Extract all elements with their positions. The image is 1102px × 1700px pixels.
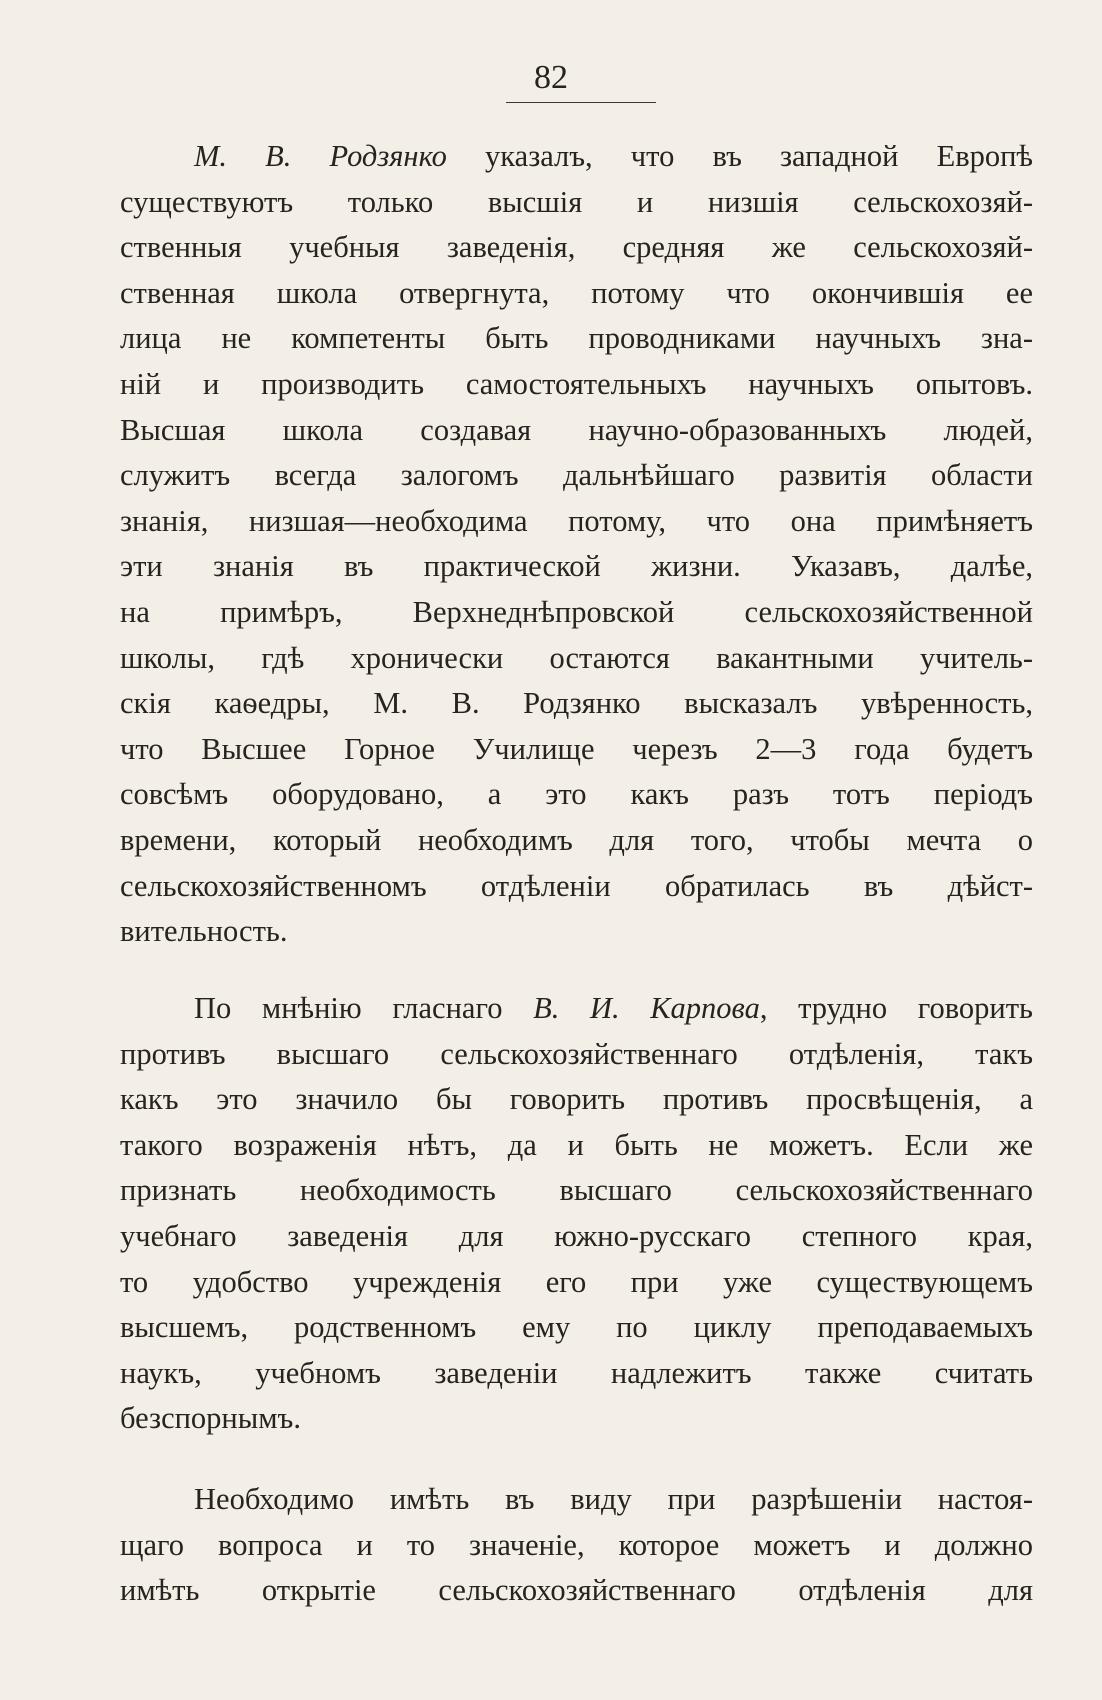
text-line: признать необходимость высшаго сельскохозяйственнаго [120, 1173, 1033, 1208]
text-line: совсѣмъ оборудовано, а это какъ разъ тотъ періодъ [120, 777, 1033, 812]
text-line: ственная школа отвергнута, потому что окончившія ее [120, 275, 1033, 310]
text-line: скія каѳедры, М. В. Родзянко высказалъ увѣренность, [120, 686, 1033, 721]
text-line: эти знанія въ практической жизни. Указавъ, далѣе, [120, 549, 1033, 584]
person-name: М. В. Родзянко [194, 139, 447, 173]
text-line: лица не компетенты быть проводниками научныхъ зна- [120, 321, 1033, 356]
text-line: существуютъ только высшія и низшія сельскохозяй- [120, 184, 1033, 219]
text-line: вительность. [120, 914, 288, 949]
text-line: ній и производить самостоятельныхъ научныхъ опытовъ. [120, 366, 1033, 401]
text-line: щаго вопроса и то значеніе, которое можетъ и должно [120, 1527, 1033, 1562]
paragraph-2 [120, 986, 1033, 1442]
paragraph-3 [120, 1477, 1033, 1614]
text-line: высшемъ, родственномъ ему по циклу преподаваемыхъ [120, 1310, 1033, 1345]
text-line: школы, гдѣ хронически остаются вакантными учитель- [120, 640, 1033, 675]
person-name: В. И. Карпова [533, 991, 760, 1025]
text-line: какъ это значило бы говорить противъ просвѣщенія, а [120, 1082, 1033, 1117]
text-line: По мнѣнію гласнаго В. И. Карпова, трудно говорить [194, 991, 1033, 1025]
page-number-rule [506, 102, 656, 103]
text-line: наукъ, учебномъ заведеніи надлежитъ также считать [120, 1355, 1033, 1390]
text-line: безспорнымъ. [120, 1401, 301, 1436]
text-line: такого возраженія нѣтъ, да и быть не можетъ. Если же [120, 1127, 1033, 1162]
text-line: на примѣръ, Верхнеднѣпровской сельскохозяйственной [120, 594, 1033, 629]
text-line: знанія, низшая—необходима потому, что она примѣняетъ [120, 503, 1033, 538]
text-line: противъ высшаго сельскохозяйственнаго отдѣленія, такъ [120, 1036, 1033, 1071]
text-line: ственныя учебныя заведенія, средняя же сельскохозяй- [120, 230, 1033, 265]
text-line: учебнаго заведенія для южно-русскаго степного края, [120, 1218, 1033, 1253]
text-line: сельскохозяйственномъ отдѣленіи обратилась въ дѣйст- [120, 868, 1033, 903]
text-line: Высшая школа создавая научно-образованныхъ людей, [120, 412, 1033, 447]
text-line: Необходимо имѣть въ виду при разрѣшеніи настоя- [194, 1482, 1033, 1516]
page-number: 82 [534, 59, 568, 96]
text-line: имѣть открытіе сельскохозяйственнаго отдѣленія для [120, 1573, 1033, 1608]
text-line: служитъ всегда залогомъ дальнѣйшаго развитія области [120, 458, 1033, 493]
text-line: времени, который необходимъ для того, чтобы мечта о [120, 822, 1033, 857]
text-line: М. В. Родзянко указалъ, что въ западной Европѣ [194, 139, 1033, 173]
text-line: что Высшее Горное Училище черезъ 2—3 года будетъ [120, 731, 1033, 766]
paragraph-1 [120, 134, 1033, 955]
text-line: то удобство учрежденія его при уже существующемъ [120, 1264, 1033, 1299]
